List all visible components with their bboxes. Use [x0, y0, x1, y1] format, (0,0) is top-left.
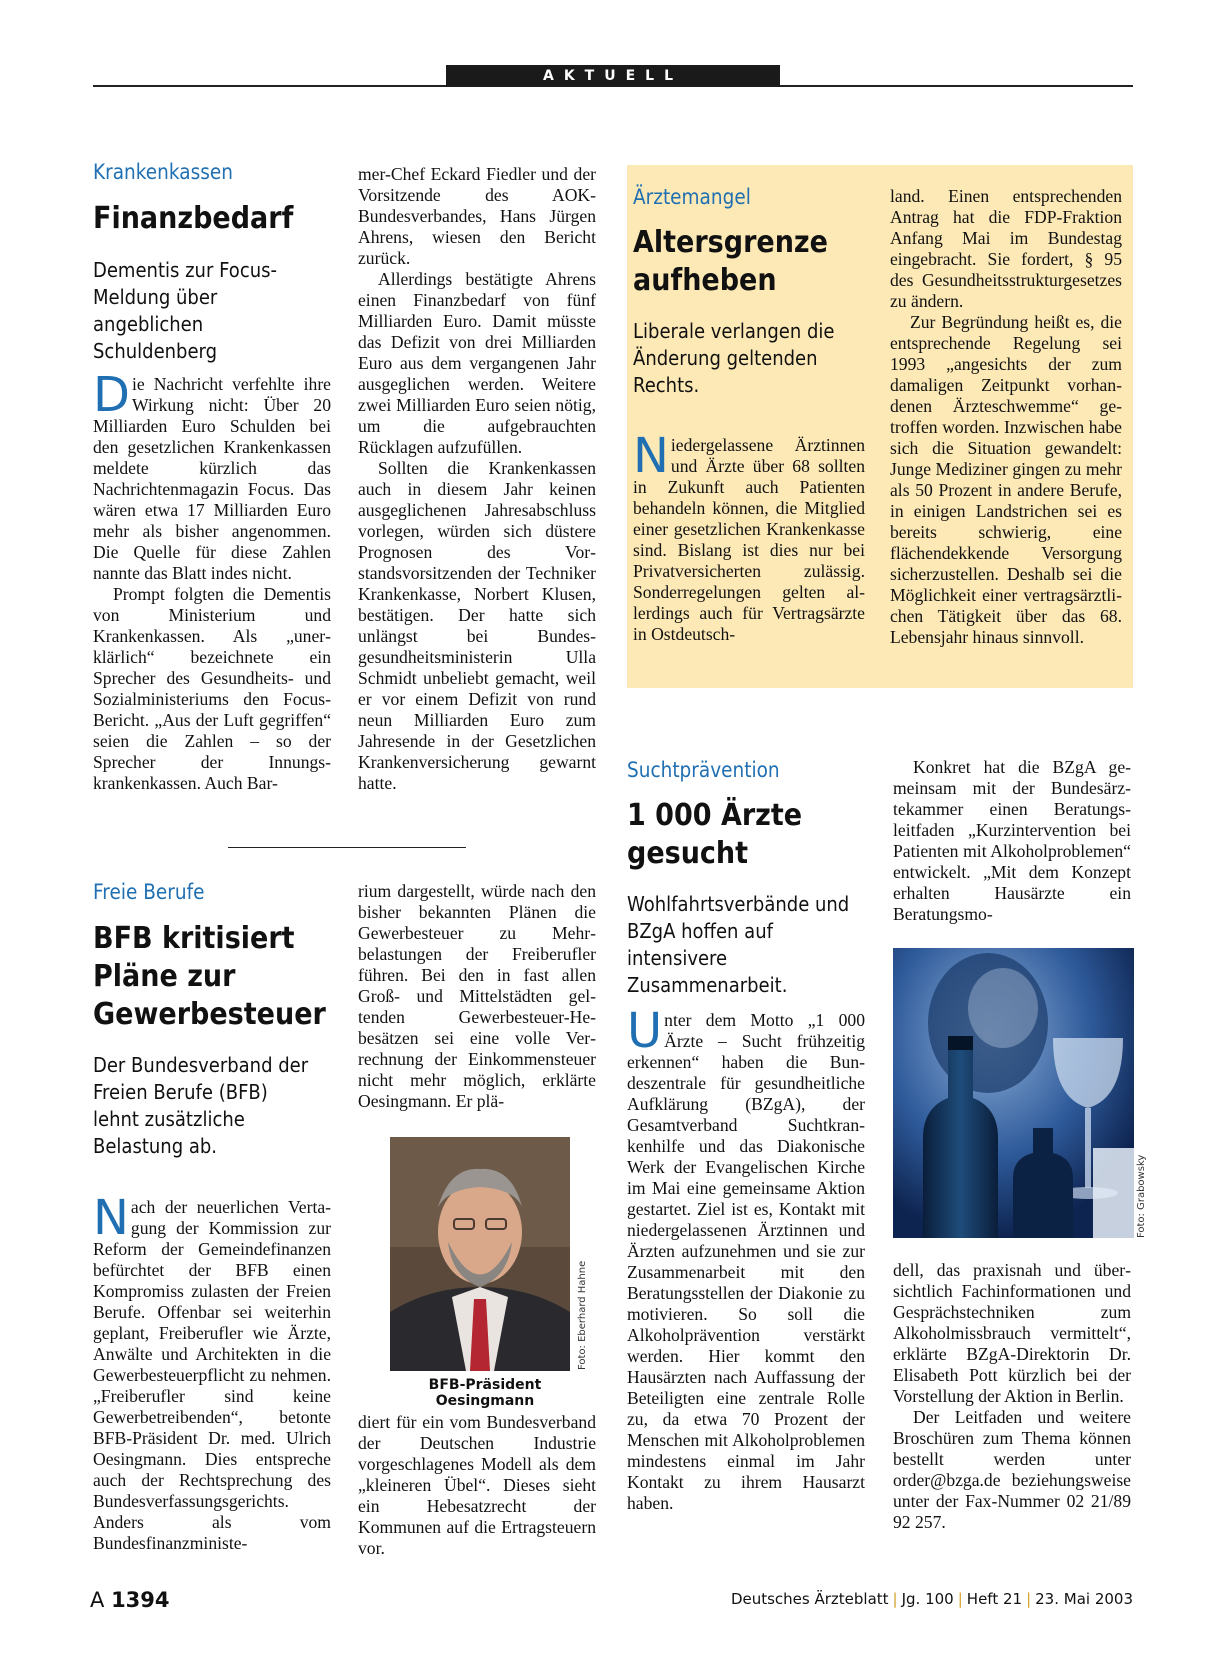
article3-dropcap: N	[93, 1190, 129, 1246]
article2-column-1	[633, 428, 865, 645]
article4-kicker: Suchtprävention	[627, 758, 780, 782]
article4-col2-p1: Konkret hat die BZgA gemeinsam mit der Bundesärztekammer einen Beratungsleitfaden „Kurzintervention bei Patienten mit Alkoholproblemen“ entwickelt. „Mit dem Konzept erhalten Hausärzte ein Beratungsmo-	[893, 757, 1131, 924]
article4-photo-credit: Foto: Grabowsky	[1136, 1154, 1147, 1238]
article4-column-1	[627, 1003, 865, 1514]
article1-col1-p1: ie Nachricht verfehlte ihre Wirkung nicht: Über 20 Milliarden Euro Schulden bei den gesetzlichen Krankenkassen meldete kürzlich das Nachrichtenmagazin Focus. Das wären etwa 17 Milliarden Euro mehr als bisher angenommen. Die Quelle für diese Zahlen nannte das Blatt indes nicht.	[93, 374, 331, 583]
article2-column-2	[890, 186, 1122, 648]
article1-col2-p2: Allerdings bestätigte Ahrens einen Finanzbedarf von fünf Milliarden Euro. Damit müsste das Defizit von drei Milliarden Euro aus dem vergangenen Jahr ausgeglichen werden. Weitere zwei Milliarden Euro seien nötig, um die aufgebrauchten Rücklagen aufzufüllen.	[358, 269, 596, 457]
journal-date: 23. Mai 2003	[1035, 1590, 1133, 1608]
article2-col2-p1: land. Einen entsprechenden Antrag hat die FDP-Fraktion Anfang Mai im Bundestag eingebracht. Sie fordert, § 95 des Gesundheitsstrukturgesetzes zu ändern.	[890, 186, 1122, 311]
article4-col2-p3: Der Leitfaden und weitere Broschüren zum Thema können bestellt werden unter order@bzga.de beziehungsweise unter der Fax-Nummer 02 21/89 92 257.	[893, 1407, 1131, 1532]
article3-col2-p1: rium dargestellt, würde nach den bisher bekannten Plänen die Gewerbesteuer zu Mehrbelastungen der Freiberufler führen. Bei den in fast allen Groß- und Mittelstädten geltenden Gewerbesteuer-Hebesätzen sei eine volle Verrechnung der Einkommensteuer nicht mehr möglich, erklärte Oesingmann. Er plä-	[358, 881, 596, 1111]
article2-kicker: Ärztemangel	[633, 185, 751, 209]
oesingmann-photo	[390, 1137, 570, 1371]
article1-col2-p3: Sollten die Krankenkassen auch in diesem Jahr keinen ausgeglichenen Jahresabschluss vorlegen, würden sich düstere Prognosen des Vorstandsvorsitzenden der Techniker Krankenkasse, Norbert Klusen, bestätigen. Der hatte sich unlängst bei Bundesgesundheitsministerin Ulla Schmidt unbeliebt gemacht, weil er vor einem Defizit von rund neun Milliarden Euro zum Jahresende in der Gesetzlichen Krankenversicherung gewarnt hatte.	[358, 458, 596, 793]
journal-info: Deutsches Ärzteblatt | Jg. 100 | Heft 21 | 23. Mai 2003	[730, 1590, 1133, 1608]
article3-column-2b	[358, 1412, 596, 1559]
page-number-value: 1394	[111, 1588, 170, 1612]
article1-dropcap: D	[93, 367, 130, 423]
section-header: AKTUELL	[446, 65, 780, 87]
article4-column-2b	[893, 1260, 1131, 1533]
journal-name: Deutsches Ärzteblatt	[730, 1590, 889, 1608]
article4-deck: Wohlfahrtsverbände und BZgA hoffen auf intensivere Zusammenarbeit.	[627, 892, 850, 997]
bottles-photo	[893, 948, 1134, 1238]
article2-col2-p2: Zur Begründung heißt es, die entsprechende Regelung sei 1993 „angesichts der zum damaligen Zeitpunkt vorhandenen Ärzteschwemme“ getroffen worden. Inzwischen habe sich die Situation gewandelt: Junge Mediziner gingen zu mehr als 50 Prozent in andere Berufe, in einigen Landstrichen sei es bereits schwierig, eine flächendekkende Versorgung sicherzustellen. Deshalb sei die Möglichkeit einer vertragsärztlichen Tätigkeit über das 68. Lebensjahr hinaus sinnvoll.	[890, 312, 1122, 647]
article1-headline: Finanzbedarf	[93, 201, 294, 236]
article3-photo-caption: BFB-Präsident Oesingmann	[428, 1377, 542, 1409]
article3-column-1	[93, 1190, 331, 1554]
article2-dropcap: N	[633, 428, 669, 484]
article1-column-2	[358, 164, 596, 794]
article3-col2-p2: diert für ein vom Bundesverband der Deutschen Industrie vorgeschlagenes Modell als dem „kleineren Übel“. Dieses sieht ein Hebesatzrecht der Kommunen auf die Ertragsteuern vor.	[358, 1412, 596, 1558]
article3-col1-p1: ach der neuerlichen Vertagung der Kommission zur Reform der Gemeindefinanzen befürchtet der BFB einen Kompromiss zulasten der Freien Berufe. Offenbar sei weiterhin geplant, Freiberufler wie Ärzte, Anwälte und Architekten in die Gewerbesteuerpflicht zu nehmen. „Freiberufler sind keine Gewerbetreibenden“, betonte BFB-Präsident Dr. med. Ulrich Oesingmann. Dies entspreche auch der Rechtsprechung des Bundesverfassungsgerichts. Anders als vom Bundesfinanzministe-	[93, 1197, 331, 1553]
article3-headline: BFB kritisiert Pläne zur Gewerbesteuer	[93, 921, 326, 1032]
article3-column-2	[358, 881, 596, 1112]
page-number	[90, 1588, 170, 1612]
article1-col1-p2: Prompt folgten die Dementis von Ministerium und Krankenkassen. Als „unerklärlich“ bezeichnete ein Sprecher des Gesundheits- und Sozialministeriums den Focus-Bericht. „Aus der Luft gegriffen“ seien die Zahlen – so der Sprecher der Innungskrankenkassen. Auch Bar-	[93, 584, 331, 793]
article2-headline: Altersgrenze aufheben	[633, 225, 828, 298]
article4-dropcap: U	[627, 1003, 663, 1059]
article2-col1-p1: iedergelassene Ärztinnen und Ärzte über 68 sollten in Zukunft auch Patienten behandeln können, die Mitglied einer gesetzlichen Krankenkasse sind. Bislang ist dies nur bei Privatversicherten zulässig. Sonderregelungen gelten allerdings auch für Vertragsärzte in Ostdeutsch-	[633, 435, 865, 644]
article4-col2-p2: dell, das praxisnah und übersichtlich Fachinformationen und Gesprächstechniken zum Alkoholmissbrauch vermittelt“, erklärte BZgA-Direktorin Dr. Elisabeth Pott kürzlich bei der Vorstellung der Aktion in Berlin.	[893, 1260, 1131, 1406]
article4-headline: 1 000 Ärzte gesucht	[627, 798, 803, 871]
article3-kicker: Freie Berufe	[93, 880, 205, 904]
article1-column-1	[93, 367, 331, 794]
article3-photo-credit: Foto: Eberhard Hahne	[577, 1260, 588, 1370]
page-prefix: A	[90, 1588, 105, 1612]
journal-volume: Jg. 100	[901, 1590, 954, 1608]
article4-column-2	[893, 757, 1131, 925]
journal-issue: Heft 21	[966, 1590, 1023, 1608]
article4-col1-p1: nter dem Motto „1 000 Ärzte – Sucht frühzeitig erkennen“ haben die Bundeszentrale für gesundheitliche Aufklärung (BZgA), der Gesamtverband Suchtkrankenhilfe und das Diakonische Werk der Evangelischen Kirche im Mai eine gemeinsame Aktion gestartet. Ziel ist es, Kontakt mit niedergelassenen Ärztinnen und Ärzten aufzunehmen und sie zur Zusammenarbeit mit den Beratungsstellen der Diakonie zu motivieren. So soll die Alkoholprävention verstärkt werden. Hier kommt den Hausärzten nach Auffassung der Beteiligten eine zentrale Rolle zu, da etwa 70 Prozent der Menschen mit Alkoholproblemen mindestens einmal im Jahr Kontakt zu ihrem Hausarzt haben.	[627, 1010, 865, 1513]
article2-deck: Liberale verlangen die Änderung geltenden Rechts.	[633, 319, 835, 397]
article3-deck: Der Bundesverband der Freien Berufe (BFB) lehnt zusätzliche Belastung ab.	[93, 1053, 309, 1158]
article1-kicker: Krankenkassen	[93, 160, 233, 184]
article1-col2-p1: mer-Chef Eckard Fiedler und der Vorsitzende des AOK-Bundesverbandes, Hans Jürgen Ahrens, wiesen den Bericht zurück.	[358, 164, 596, 268]
article-separator	[228, 847, 466, 848]
article1-deck: Dementis zur Focus-Meldung über angeblichen Schuldenberg	[93, 258, 277, 363]
